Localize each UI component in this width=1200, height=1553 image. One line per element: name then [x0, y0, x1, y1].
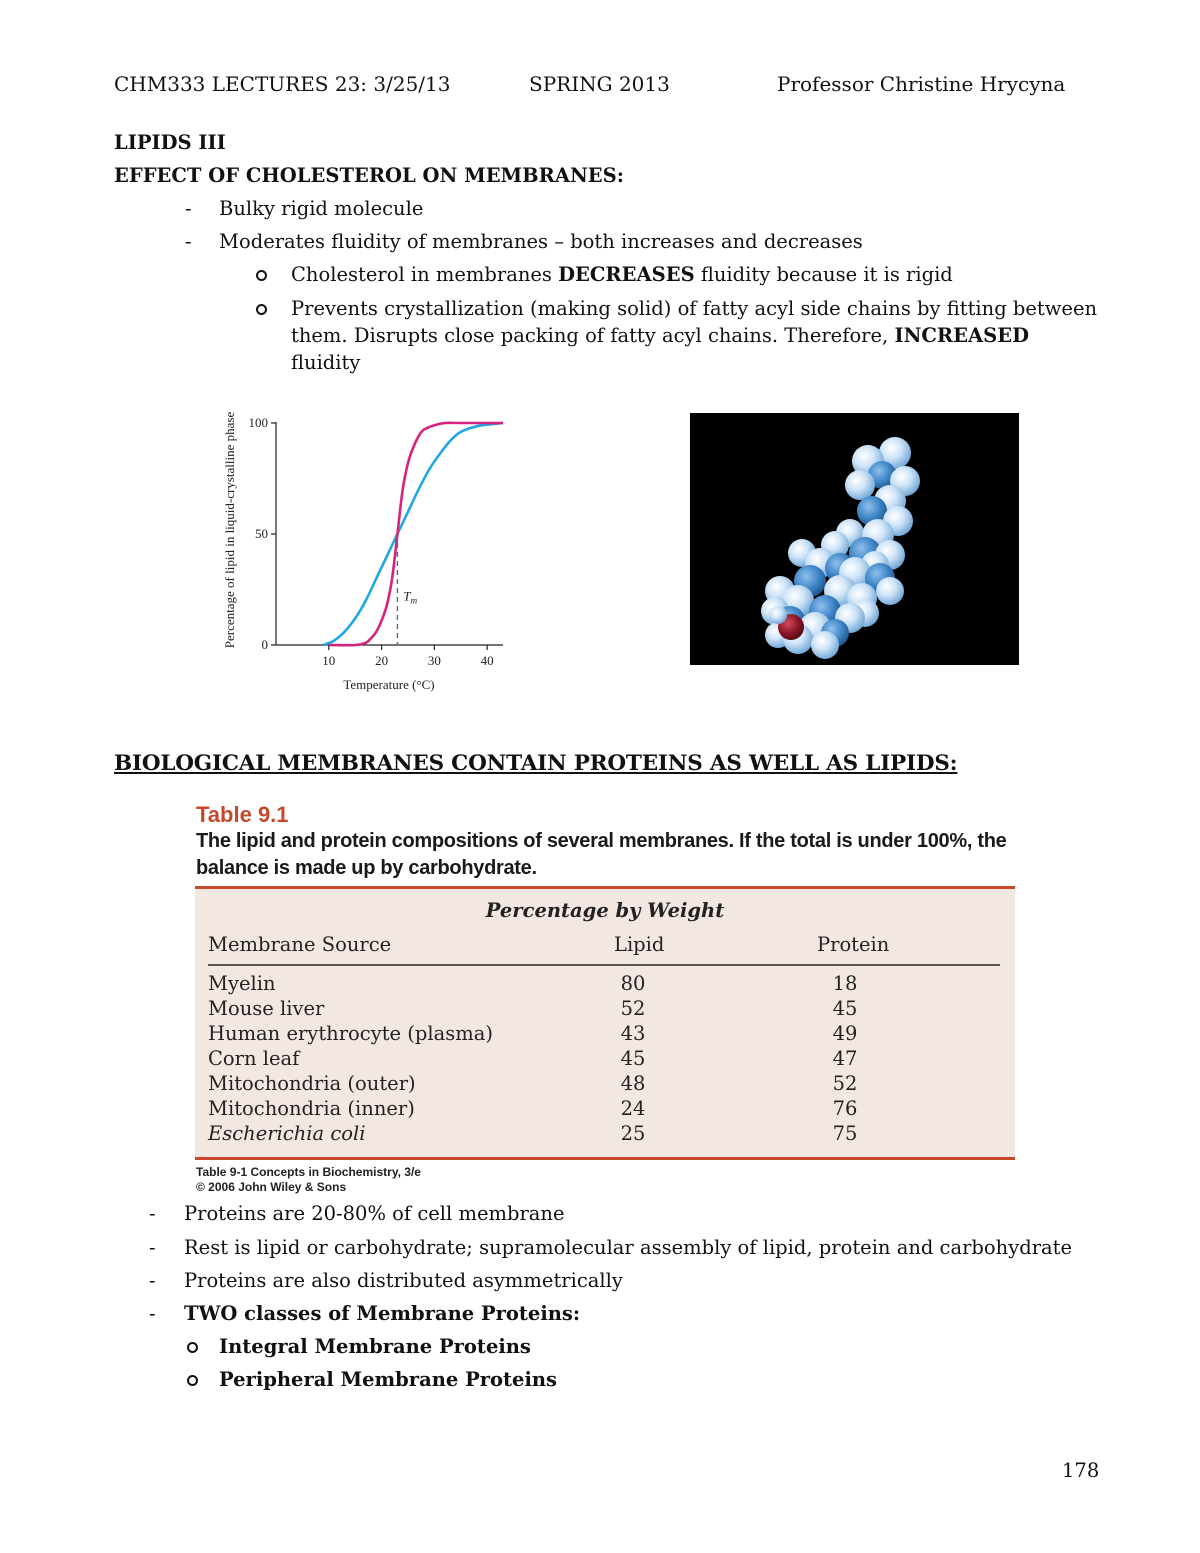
table-cell-protein: 75 [832, 1122, 858, 1145]
dash-bullet: - [149, 1269, 156, 1292]
table-cell-source: Myelin [208, 972, 276, 995]
table-row [208, 1097, 1000, 1122]
chart-y-tick-label: 50 [255, 526, 268, 541]
table-cell-source: Mitochondria (outer) [208, 1072, 416, 1095]
table-col-header: Membrane Source [208, 933, 392, 956]
table-row [208, 1072, 1000, 1097]
dash-bullet: - [185, 230, 192, 253]
bullet-moderates: Moderates fluidity of membranes – both increases and decreases [219, 230, 863, 253]
cholesterol-molecule-image [690, 413, 1019, 665]
table-cell-protein: 45 [832, 997, 858, 1020]
table-row [208, 1047, 1000, 1072]
atom [811, 631, 839, 659]
table-cell-protein: 49 [832, 1022, 858, 1045]
table-row [208, 1122, 1000, 1147]
table-cell-source: Escherichia coli [208, 1122, 366, 1145]
table-col-header: Protein [817, 933, 890, 956]
bullet-two-classes: TWO classes of Membrane Proteins: [184, 1302, 581, 1325]
bullet-proteins-percent: Proteins are 20-80% of cell membrane [184, 1202, 565, 1225]
table-cell-lipid: 24 [620, 1097, 646, 1120]
circle-bullet-icon [187, 1342, 198, 1353]
circle-bullet-icon [187, 1375, 198, 1386]
circle-bullet-icon [256, 304, 267, 315]
header-professor: Professor Christine Hrycyna [777, 72, 1066, 96]
chart-x-tick-label: 40 [480, 653, 494, 668]
table-cell-source: Mouse liver [208, 997, 325, 1020]
section-title-membranes: BIOLOGICAL MEMBRANES CONTAIN PROTEINS AS WELL AS LIPIDS: [114, 751, 958, 776]
page-number: 178 [1062, 1459, 1100, 1482]
sub-bullet-peripheral: Peripheral Membrane Proteins [219, 1368, 558, 1391]
composition-table [195, 886, 1015, 1160]
chart-x-tick-label: 30 [427, 653, 441, 668]
atom [845, 470, 875, 500]
sub-bullet-decreases: Cholesterol in membranes DECREASES fluidity because it is rigid [291, 263, 953, 286]
dash-bullet: - [185, 197, 192, 220]
table-col-header: Lipid [614, 933, 665, 956]
sub-bullet-increases-line3: fluidity [291, 351, 361, 374]
dash-bullet: - [149, 1236, 156, 1259]
table-cell-lipid: 48 [620, 1072, 646, 1095]
dash-bullet: - [149, 1302, 156, 1325]
bullet-asymmetric: Proteins are also distributed asymmetrically [184, 1269, 623, 1292]
chart-series-cholesterol [324, 423, 504, 645]
table-cell-protein: 47 [832, 1047, 858, 1070]
sub-bullet-increases-line2: them. Disrupts close packing of fatty acyl chains. Therefore, INCREASED [291, 324, 1029, 347]
table-cell-source: Human erythrocyte (plasma) [208, 1022, 493, 1045]
chart-y-tick-label: 0 [261, 637, 268, 652]
table-header-rule [208, 964, 1000, 966]
bullet-bulky: Bulky rigid molecule [219, 197, 424, 220]
chart-y-tick-label: 100 [248, 415, 268, 430]
chart-xlabel: Temperature (°C) [343, 677, 435, 692]
table-credit-source: Table 9-1 Concepts in Biochemistry, 3/e [196, 1165, 421, 1179]
phase-transition-chart [215, 390, 515, 700]
chart-x-tick-label: 10 [322, 653, 336, 668]
table-row [208, 1022, 1000, 1047]
bullet-rest-lipid: Rest is lipid or carbohydrate; supramolecular assembly of lipid, protein and carbohydrate [184, 1236, 1073, 1259]
sub-bullet-increases-line1: Prevents crystallization (making solid) of fatty acyl side chains by fitting between [291, 297, 1098, 320]
table-credit-copyright: © 2006 John Wiley & Sons [196, 1180, 347, 1194]
dash-bullet: - [149, 1202, 156, 1225]
header-course: CHM333 LECTURES 23: 3/25/13 [114, 72, 451, 96]
atom [876, 577, 904, 605]
circle-bullet-icon [256, 270, 267, 281]
lipids-title: LIPIDS III [114, 131, 226, 154]
table-row [208, 997, 1000, 1022]
table-label: Table 9.1 [196, 802, 289, 827]
chart-series-pure-lipid [329, 423, 503, 645]
chart-tm-label: $T_m$ [403, 588, 418, 606]
chart-x-tick-label: 20 [375, 653, 389, 668]
hydroxyl-hydrogen-atom [769, 606, 787, 624]
table-group-header: Percentage by Weight [485, 899, 725, 922]
chart-ylabel: Percentage of lipid in liquid-crystalline phase [222, 411, 237, 649]
table-cell-protein: 52 [832, 1072, 858, 1095]
table-cell-lipid: 80 [620, 972, 646, 995]
table-cell-protein: 76 [832, 1097, 858, 1120]
table-cell-lipid: 25 [620, 1122, 646, 1145]
table-cell-lipid: 43 [620, 1022, 646, 1045]
table-cell-source: Corn leaf [208, 1047, 300, 1070]
table-cell-protein: 18 [832, 972, 858, 995]
table-cell-source: Mitochondria (inner) [208, 1097, 415, 1120]
table-caption: The lipid and protein compositions of several membranes. If the total is under 100%, the balance is made up by carbohydrate. [196, 830, 1007, 879]
header-term: SPRING 2013 [529, 72, 670, 96]
sub-bullet-integral: Integral Membrane Proteins [219, 1335, 531, 1358]
table-cell-lipid: 52 [620, 997, 646, 1020]
table-row [208, 972, 1000, 997]
table-cell-lipid: 45 [620, 1047, 646, 1070]
cholesterol-heading: EFFECT OF CHOLESTEROL ON MEMBRANES: [114, 164, 624, 187]
